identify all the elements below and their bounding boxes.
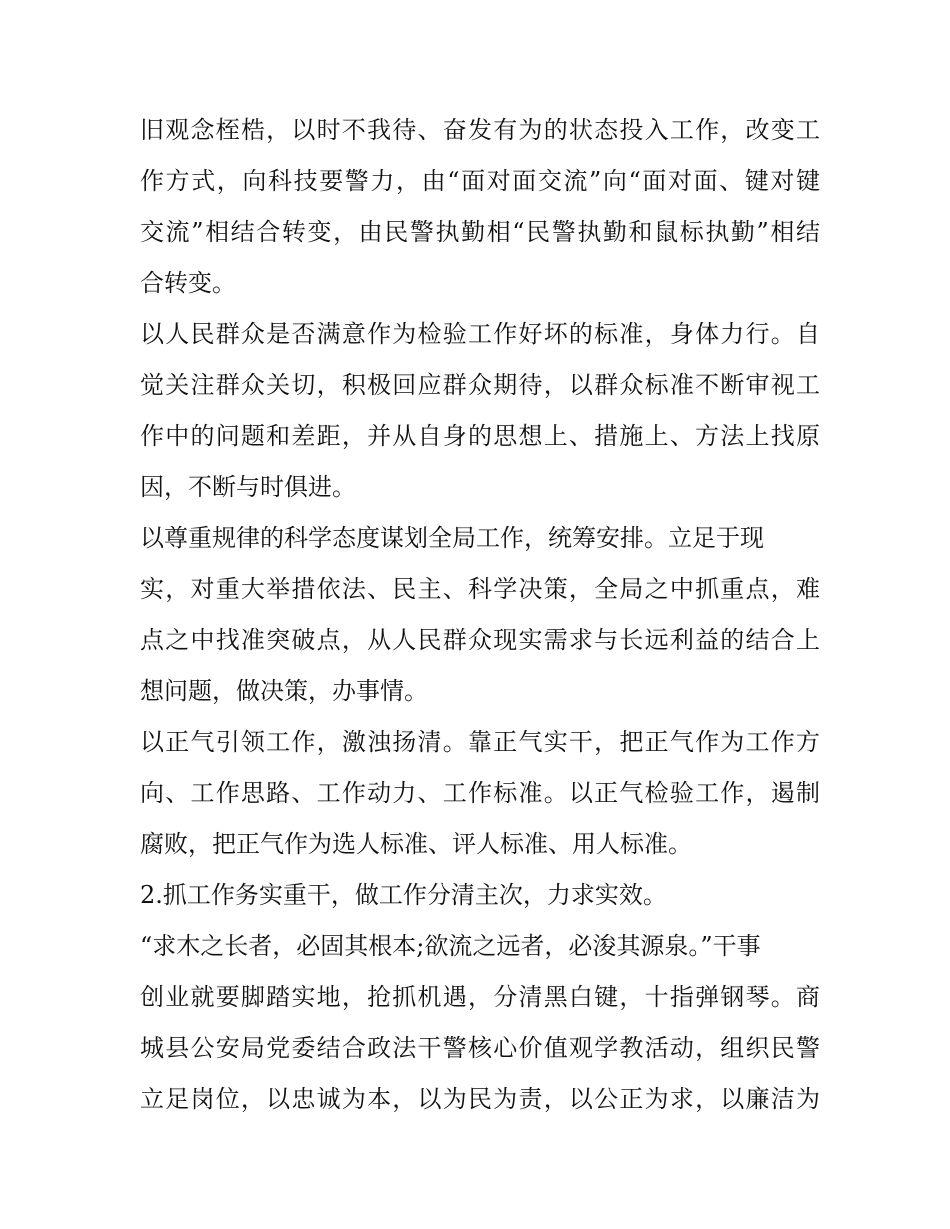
document-body: [140, 105, 820, 1125]
text-line: “求木之长者，必固其根本;欲流之远者，必浚其源泉。”干事: [140, 932, 761, 960]
text-line: 旧观念桎梏，以时不我待、奋发有为的状态投入工作，改变工: [140, 116, 820, 144]
text-line: 因，不断与时俱进。: [140, 473, 356, 501]
text-line: 创业就要脚踏实地，抢抓机遇，分清黑白键，十指弹钢琴。商: [140, 983, 820, 1011]
text-line: 2.抓工作务实重干，做工作分清主次，力求实效。: [140, 881, 667, 909]
text-line: 以正气引领工作，激浊扬清。靠正气实干，把正气作为工作方: [140, 728, 820, 756]
text-line: 点之中找准突破点，从人民群众现实需求与长远利益的结合上: [140, 626, 820, 654]
text-line: 立足岗位，以忠诚为本，以为民为责，以公正为求，以廉洁为: [140, 1085, 820, 1113]
text-line: 向、工作思路、工作动力、工作标准。以正气检验工作，遏制: [140, 779, 820, 807]
text-line: 腐败，把正气作为选人标准、评人标准、用人标准。: [140, 830, 692, 858]
text-line: 合转变。: [140, 269, 236, 297]
text-line: 作方式，向科技要警力，由“面对面交流”向“面对面、键对键: [140, 167, 820, 195]
text-line: 以人民群众是否满意作为检验工作好坏的标准，身体力行。自: [140, 320, 820, 348]
text-line: 想问题，做决策，办事情。: [140, 677, 428, 705]
text-line: 实，对重大举措依法、民主、科学决策，全局之中抓重点，难: [140, 575, 820, 603]
text-line: 交流”相结合转变，由民警执勤相“民警执勤和鼠标执勤”相结: [140, 218, 820, 246]
text-line: 以尊重规律的科学态度谋划全局工作，统筹安排。立足于现: [140, 524, 764, 552]
text-line: 觉关注群众关切，积极回应群众期待，以群众标准不断审视工: [140, 371, 820, 399]
text-line: 作中的问题和差距，并从自身的思想上、措施上、方法上找原: [140, 422, 820, 450]
text-line: 城县公安局党委结合政法干警核心价值观学教活动，组织民警: [140, 1034, 820, 1062]
